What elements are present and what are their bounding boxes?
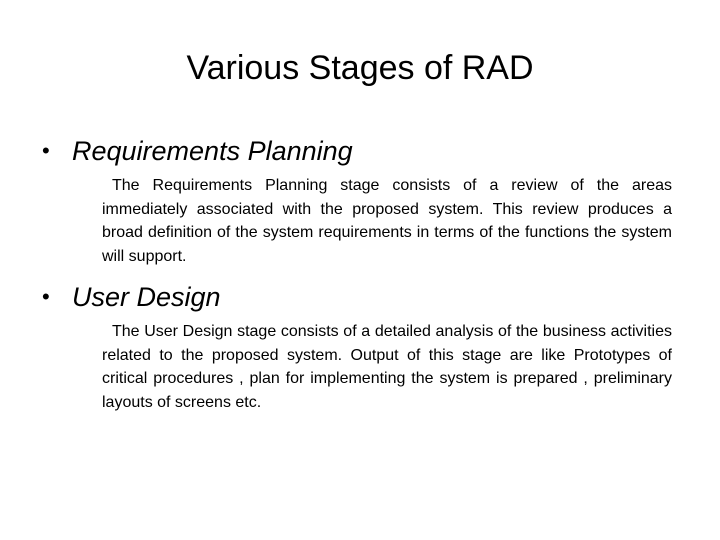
bullet-user-design	[42, 282, 221, 312]
section-body-text: The Requirements Planning stage consists of a review of the areas immediately associated with the proposed system. This review produces a broad definition of the system requirements in terms of the functions the system will support.	[102, 177, 672, 265]
section-body-requirements-planning	[102, 174, 672, 268]
section-body-text: The User Design stage consists of a detailed analysis of the business activities related to the proposed system. Output of this stage are like Prototypes of critical procedures , plan for implementing the system is prepared , preliminary layouts of screens etc.	[102, 323, 672, 411]
bullet-requirements-planning	[42, 136, 353, 166]
section-body-user-design	[102, 320, 672, 414]
bullet-dot: •	[42, 138, 50, 163]
bullet-dot: •	[42, 284, 50, 309]
section-heading-user-design: User Design	[72, 282, 221, 312]
section-heading-requirements-planning: Requirements Planning	[72, 136, 353, 166]
slide-title: Various Stages of RAD	[186, 49, 534, 87]
